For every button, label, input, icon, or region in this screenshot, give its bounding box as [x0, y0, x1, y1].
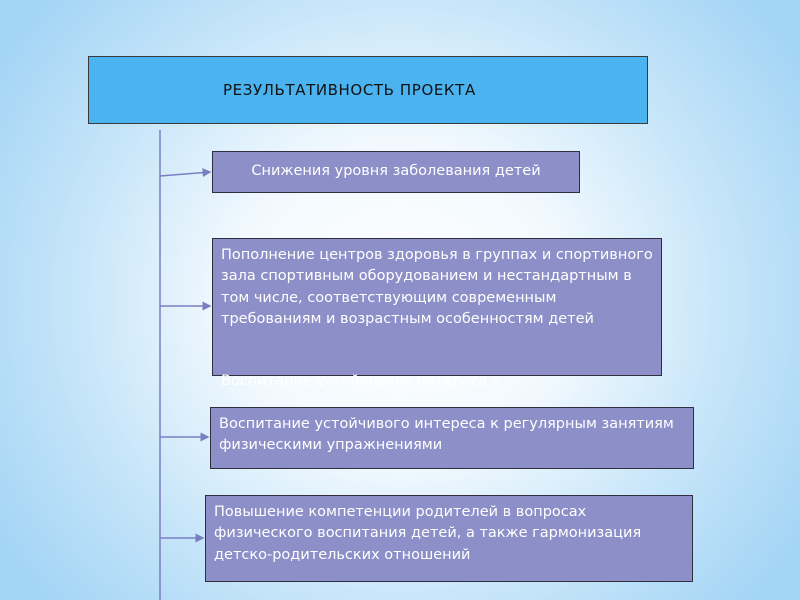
- result-box-4: [205, 495, 693, 582]
- result-text-3: Воспитание устойчивого интереса к регулярным занятиям физическими упражнениями: [219, 416, 674, 454]
- clipped-overflow-text: Воспитание устойчивого интереса к: [221, 373, 501, 389]
- header-title: РЕЗУЛЬТАТИВНОСТЬ ПРОЕКТА: [223, 81, 476, 99]
- result-box-1: [212, 151, 580, 193]
- result-box-3: [210, 407, 694, 469]
- result-text-2: Пополнение центров здоровья в группах и спортивного зала спортивным оборудованием и нестандартным в том числе, соответствующим современным требованиям и возрастным особенностям детей: [221, 247, 653, 328]
- result-text-1: Снижения уровня заболевания детей: [251, 163, 541, 180]
- result-box-2: [212, 238, 662, 389]
- project-results-header: [88, 56, 648, 124]
- connector-arrow-1: [160, 172, 210, 176]
- result-text-4: Повышение компетенции родителей в вопросах физического воспитания детей, а также гармонизация детско-родительских отношений: [214, 504, 642, 563]
